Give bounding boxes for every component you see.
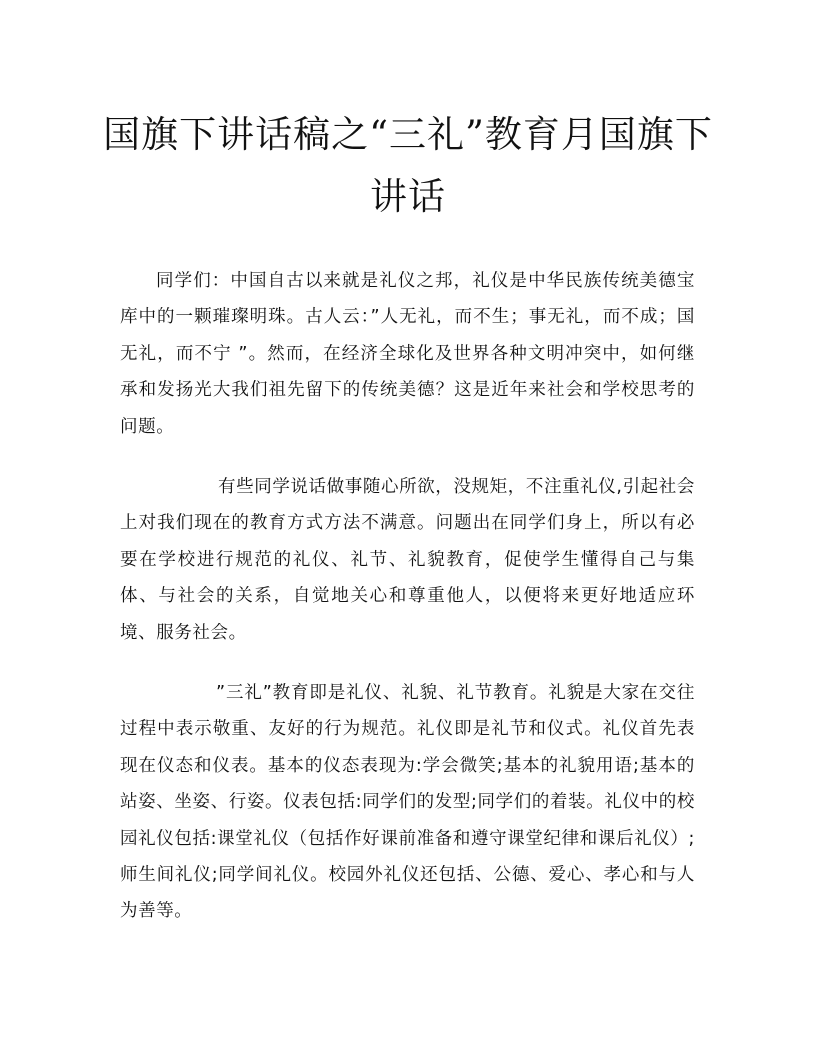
paragraph-greeting: 同学们：中国自古以来就是礼仪之邦，礼仪是中华民族传统美德宝库中的一颗璀璨明珠。古人云：”人无礼，而不生；事无礼，而不成；国无礼，而不宁 ”。然而，在经济全球化及世界各种文明冲突中，如何继承和发扬光大我们祖先留下的传统美德？这是近年来社会和学校思考的问题。	[120, 271, 695, 437]
paragraph-problem: 有些同学说话做事随心所欲，没规矩，不注重礼仪,引起社会上对我们现在的教育方式方法不满意。问题出在同学们身上，所以有必要在学校进行规范的礼仪、礼节、礼貌教育，促使学生懂得自己与集体、与社会的关系，自觉地关心和尊重他人，以便将来更好地适应环境、服务社会。	[120, 477, 695, 643]
paragraph-three-etiquettes: ”三礼”教育即是礼仪、礼貌、礼节教育。礼貌是大家在交往过程中表示敬重、友好的行为规范。礼仪即是礼节和仪式。礼仪首先表现在仪态和仪表。基本的仪态表现为:学会微笑;基本的礼貌用语;基本的站姿、坐姿、行姿。仪表包括:同学们的发型;同学们的着装。礼仪中的校园礼仪包括:课堂礼仪（包括作好课前准备和遵守课堂纪律和课后礼仪）;师生间礼仪;同学间礼仪。校园外礼仪还包括、公德、爱心、孝心和与人为善等。	[120, 683, 695, 922]
document-title: 国旗下讲话稿之“三礼”教育月国旗下讲话	[103, 113, 713, 218]
